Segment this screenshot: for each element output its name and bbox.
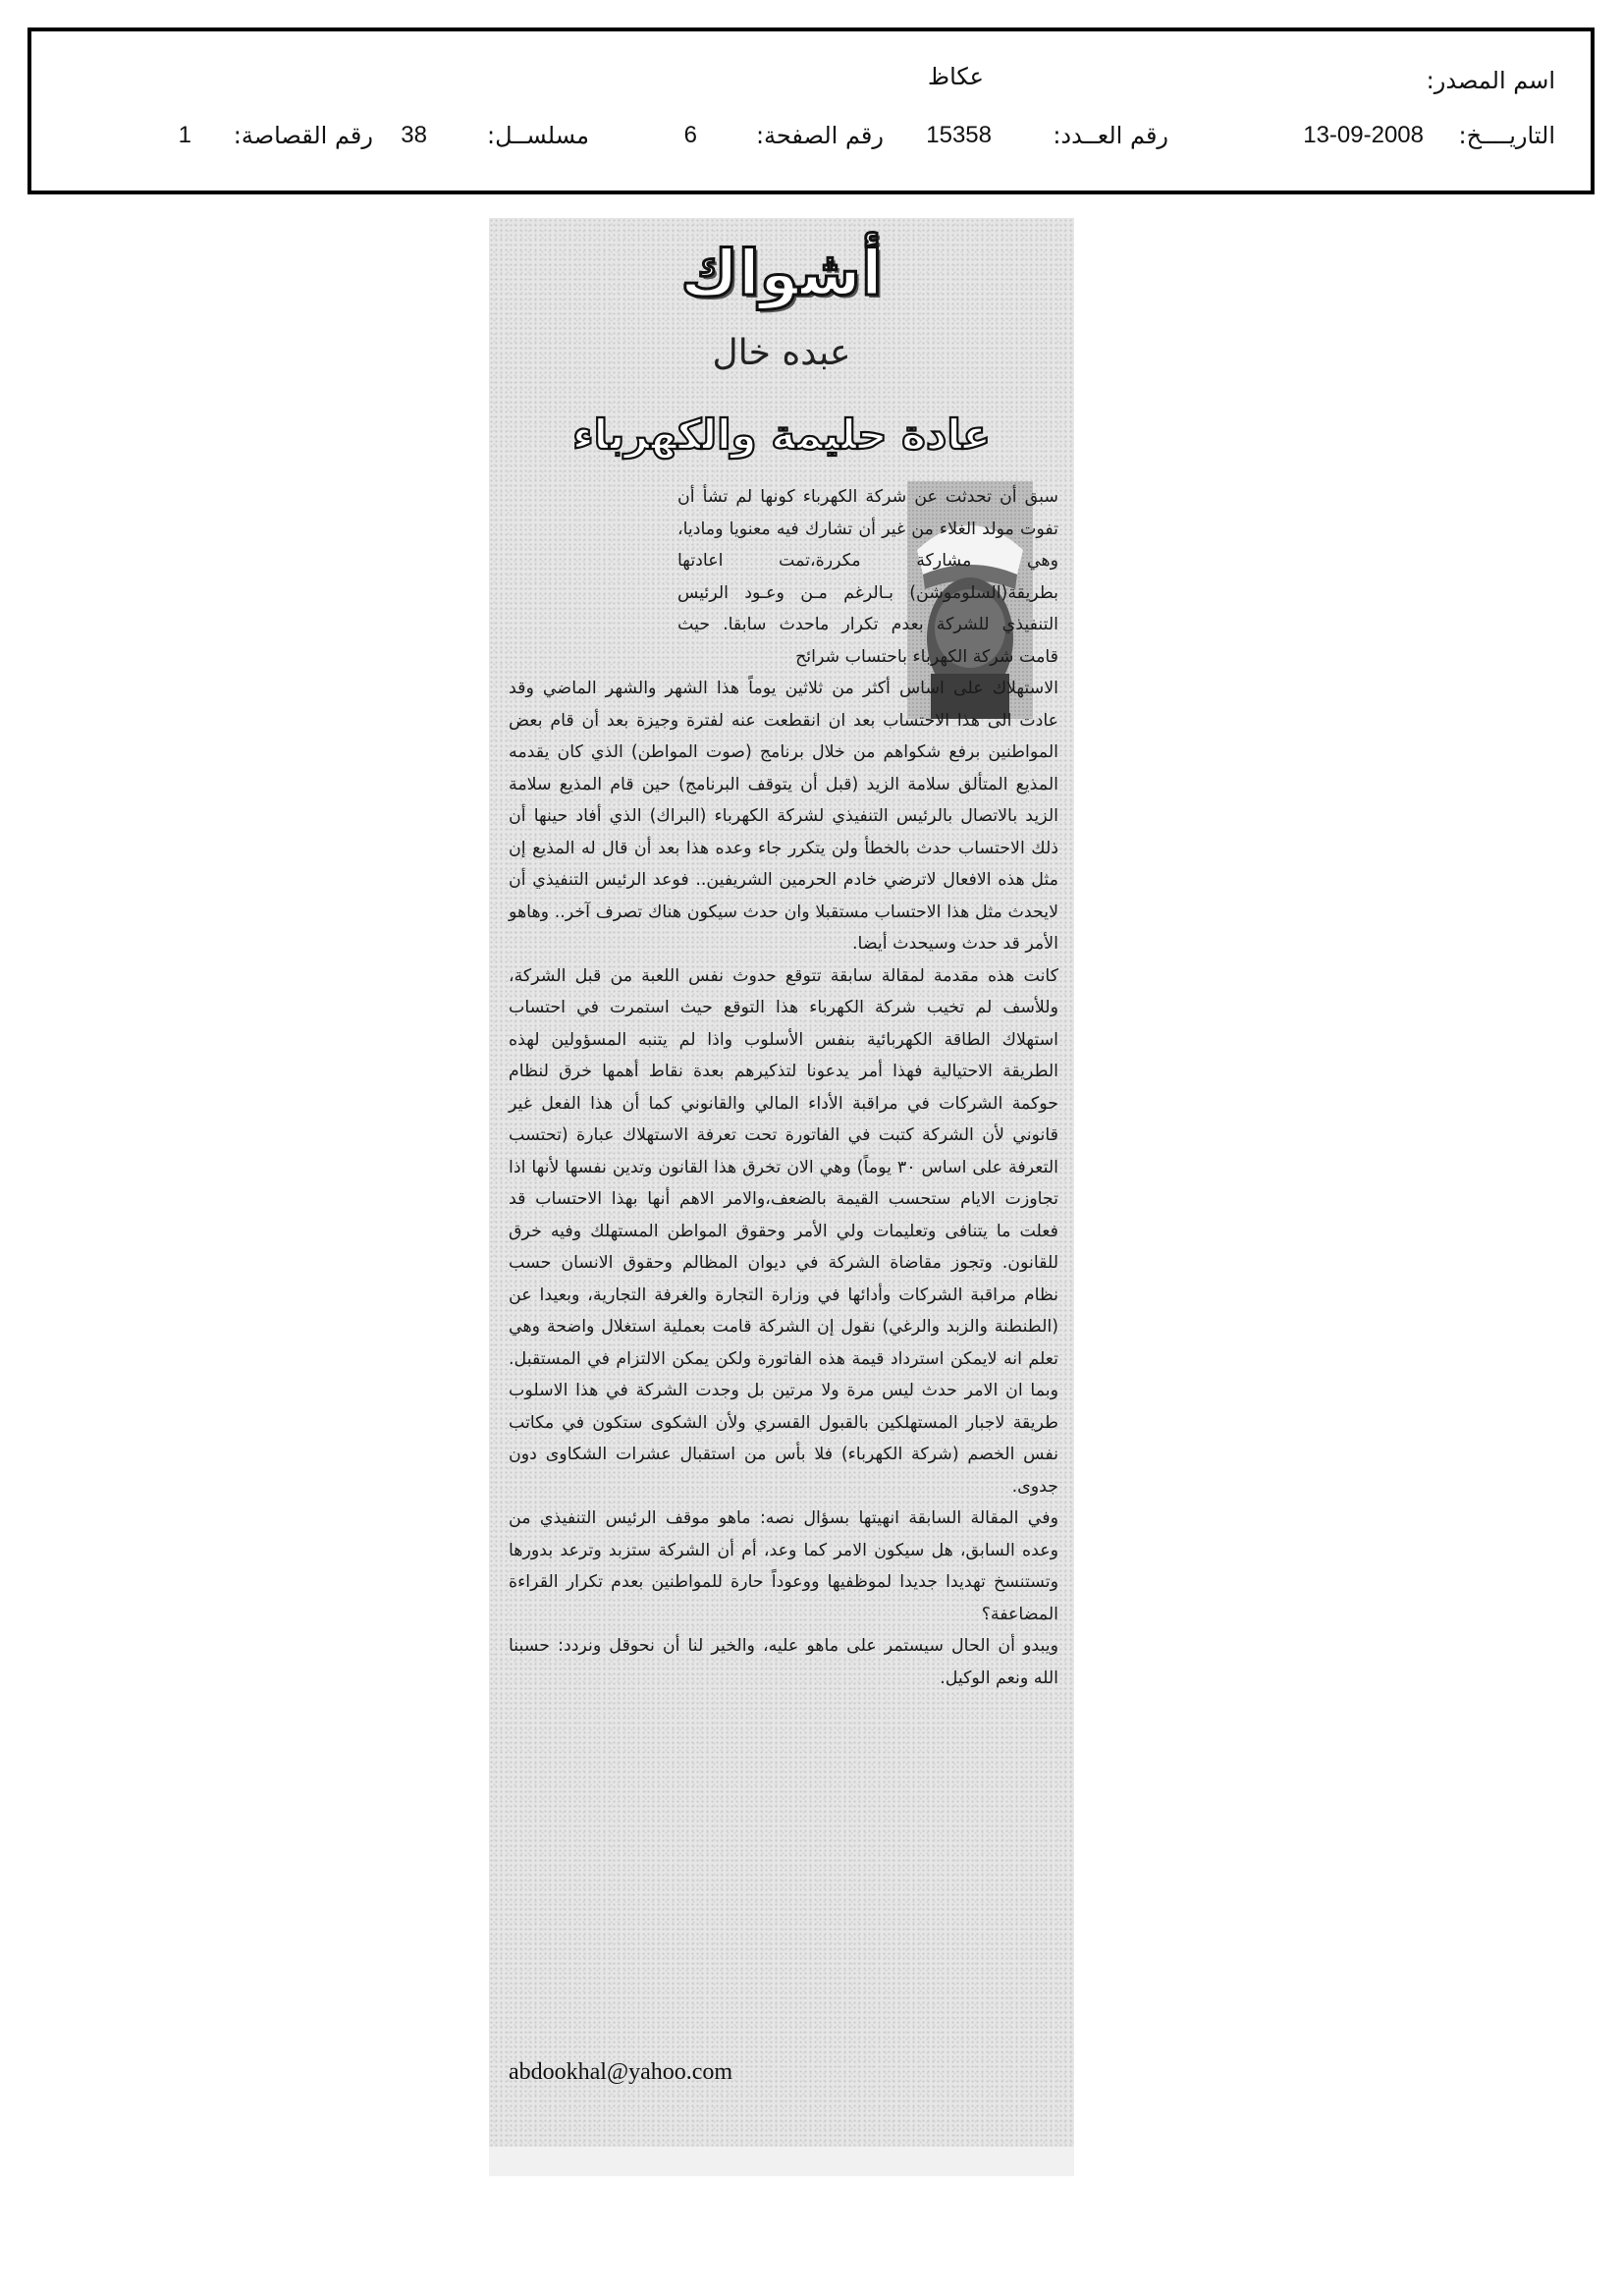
clipping-bottom-edge bbox=[489, 2147, 1074, 2176]
clip-number-label: رقم القصاصة: bbox=[233, 122, 373, 149]
source-label: اسم المصدر: bbox=[1426, 67, 1555, 94]
date-label: التاريــــخ: bbox=[1458, 122, 1555, 149]
article-headline: عادة حليمة والكهرباء bbox=[572, 410, 991, 459]
article-paragraph: سبق أن تحدثت عن شركة الكهرباء كونها لم تشأ أن تفوت مولد الغلاء من غير أن تشارك فيه معنويا وماديا، وهي مشاركة مكررة،تمت اعادتها بطريقة(السلوموشن) بـالرغم مـن وعـود الرئيس التنفيذي للشركة بعدم تكرار ماحدث سابقا. حيث قامت شركة الكهرباء باحتساب شرائح bbox=[677, 487, 1058, 667]
article-paragraph: وفي المقالة السابقة انهيتها بسؤال نصه: ماهو موقف الرئيس التنفيذي من وعده السابق، هل سيكون الامر كما وعد، أم أن الشركة ستزبد وترعد بدورها وتستنسخ تهديدا جديدا لموظفيها ووعوداً حارة للمواطنين بعدم تكرار القراءة المضاعفة؟ bbox=[509, 1508, 1058, 1624]
page-value: 6 bbox=[683, 122, 697, 148]
newspaper-clipping bbox=[489, 218, 1074, 2147]
column-masthead: أشواك bbox=[680, 238, 883, 310]
article-paragraph: كانت هذه مقدمة لمقالة سابقة تتوقع حدوث نفس اللعبة من قبل الشركة، وللأسف لم تخيب شركة الكهرباء هذا التوقع حيث استمرت في احتساب استهلاك الطاقة الكهربائية بنفس الأسلوب واذا لم يتنبه المسؤولين لهذه الطريقة الاحتيالية فهذا أمر يدعونا لتذكيرهم بعدة نقاط أهمها خرق لنظام حوكمة الشركات في مراقبة الأداء المالي والقانوني كما أن هذا الفعل غير قانوني لأن الشركة كتبت في الفاتورة تحت تعرفة الاستهلاك عبارة (تحتسب التعرفة على اساس ٣٠ يوماً) وهي الان تخرق هذا القانون وتدين نفسها لأنها اذا تجاوزت الايام ستحسب القيمة بالضعف،والامر الاهم أنها بهذا الاحتساب قد فعلت ما يتنافى وتعليمات ولي الأمر وحقوق المواطن المستهلك وفيه خرق للقانون. وتجوز مقاضاة الشركة في ديوان المظالم وحقوق الانسان حسب نظام مراقبة الشركات وأدائها في وزارة التجارة والغرفة التجارية، وبعيدا عن (الطنطنة والزبد والرغي) نقول إن الشركة قامت بعملية استغلال واضحة وهي تعلم انه لايمكن استرداد قيمة هذه الفاتورة ولكن يمكن الالتزام في المستقبل. وبما ان الامر حدث ليس مرة ولا مرتين بل وجدت الشركة في هذا الاسلوب طريقة لاجبار المستهلكين بالقبول القسري ولأن الشكوى ستكون في مكاتب نفس الخصم (شركة الكهرباء) فلا بأس من استقبال عشرات الشكاوى دون جدوى. bbox=[509, 965, 1058, 1497]
issue-label: رقم العــدد: bbox=[1053, 122, 1168, 149]
article-paragraph: الاستهلاك على اساس أكثر من ثلاثين يوماً هذا الشهر والشهر الماضي وقد عادت الى هذا الاحتساب بعد ان انقطعت عنه لفترة وجيزة بعد أن قام بعض المواطنين برفع شكواهم من خلال برنامج (صوت المواطن) الذي كان يقدمه المذيع المتألق سلامة الزيد (قبل أن يتوقف البرنامج) حين قام المذيع سلامة الزيد بالاتصال بالرئيس التنفيذي لشركة الكهرباء (البراك) الذي أفاد حينها أن ذلك الاحتساب حدث بالخطأ ولن يتكرر جاء وعده هذا بعد أن قال له المذيع إن مثل هذه الافعال لاترضي خادم الحرمين الشريفين.. فوعد الرئيس التنفيذي أن لايحدث مثل هذا الاحتساب مستقبلا وان حدث سيكون هناك تصرف آخر.. وهاهو الأمر قد حدث وسيحدث أيضا. bbox=[509, 679, 1058, 954]
source-value: عكاظ bbox=[927, 63, 984, 90]
page-label: رقم الصفحة: bbox=[755, 122, 884, 149]
issue-value: 15358 bbox=[926, 122, 992, 148]
clip-number-value: 1 bbox=[178, 122, 191, 148]
date-value: 13-09-2008 bbox=[1303, 122, 1424, 148]
author-email: abdookhal@yahoo.com bbox=[509, 2059, 733, 2085]
serial-value: 38 bbox=[401, 122, 427, 148]
clipping-info-box bbox=[27, 27, 1595, 194]
article-body bbox=[509, 481, 1058, 1694]
author-name: عبده خال bbox=[712, 333, 851, 373]
serial-label: مسلســل: bbox=[487, 122, 589, 149]
article-paragraph: ويبدو أن الحال سيستمر على ماهو عليه، والخير لنا أن نحوقل ونردد: حسبنا الله ونعم الوكيل. bbox=[509, 1636, 1058, 1688]
